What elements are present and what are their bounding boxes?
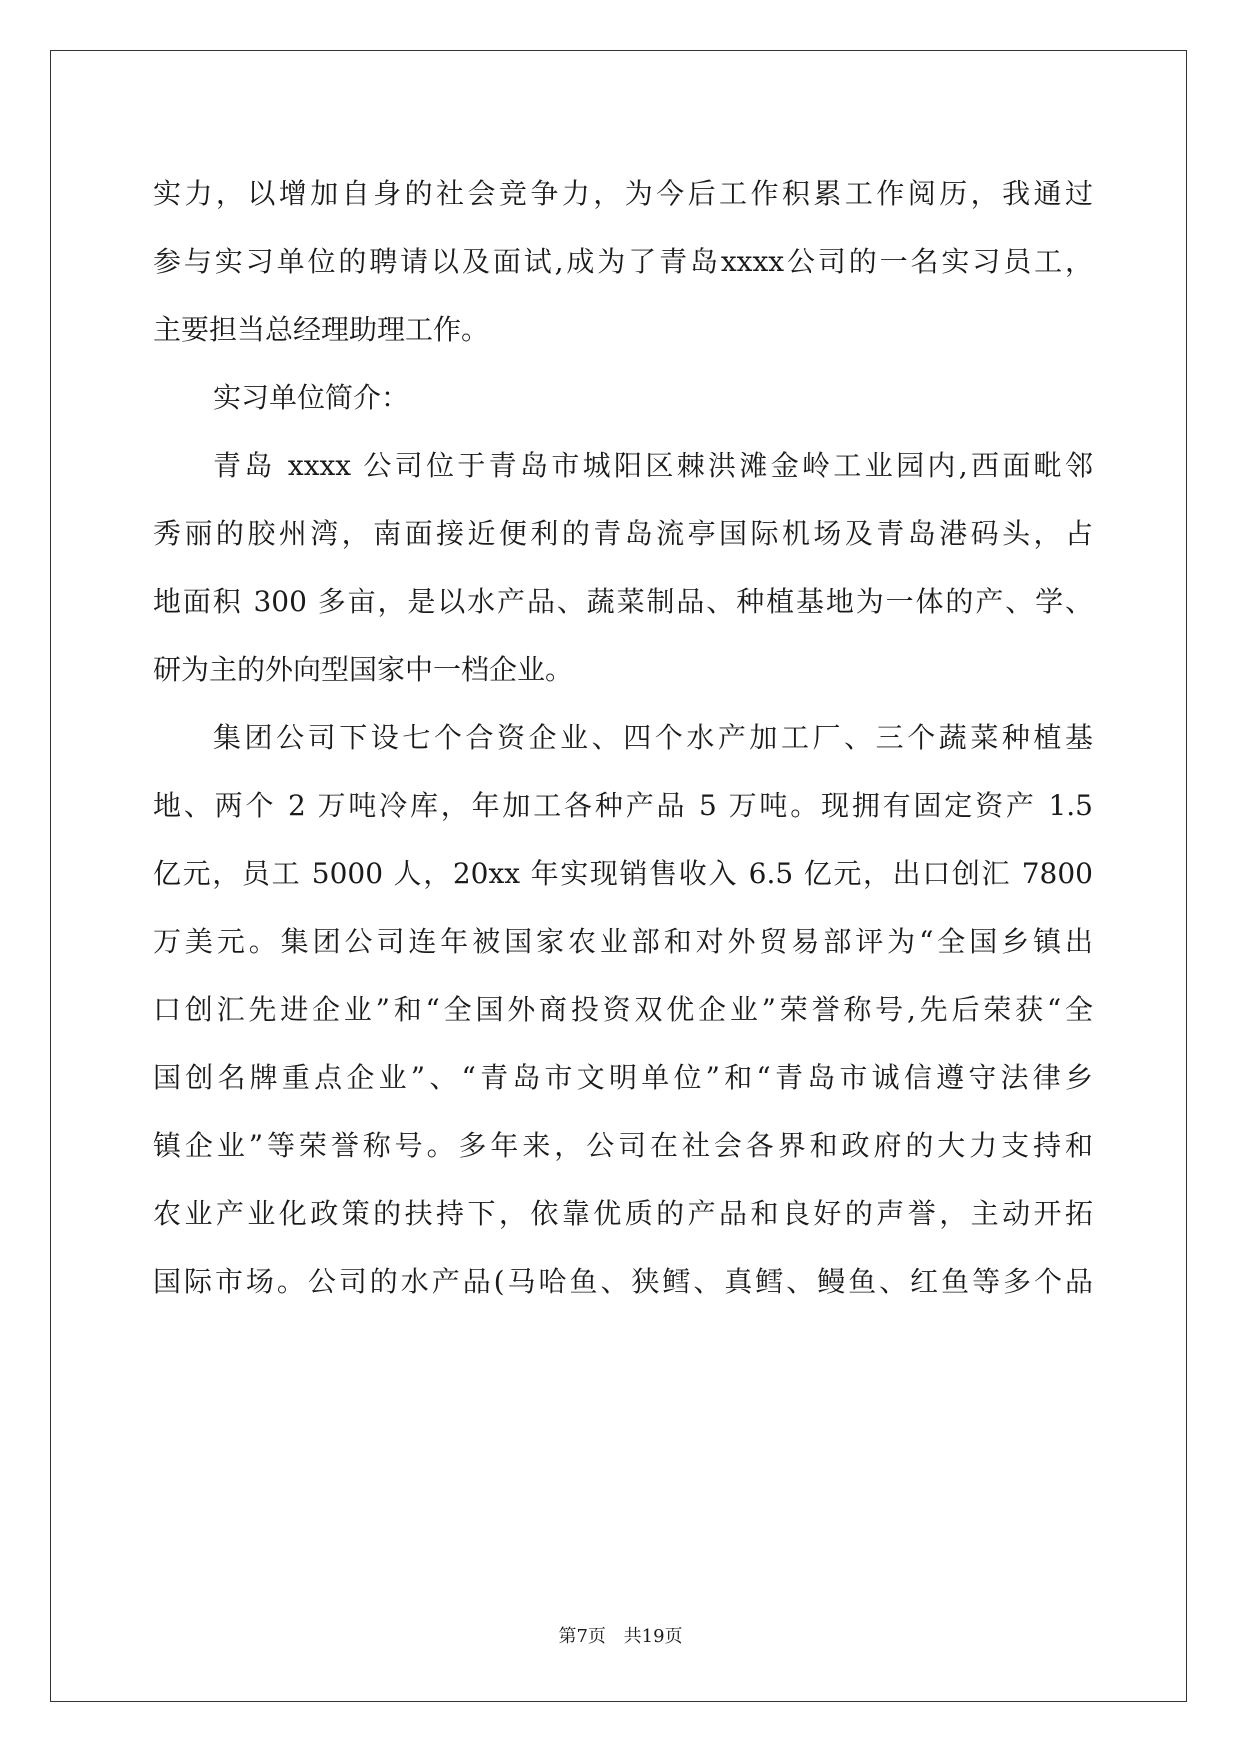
text-line: 农业产业化政策的扶持下，依靠优质的产品和良好的声誉，主动开拓 <box>153 1197 1093 1230</box>
text-line: 秀丽的胶州湾，南面接近便利的青岛流亭国际机场及青岛港码头，占 <box>153 517 1093 550</box>
text-line: 主要担当总经理助理工作。 <box>153 313 490 346</box>
text-line: 万美元。集团公司连年被国家农业部和对外贸易部评为“全国乡镇出 <box>153 925 1093 958</box>
text-line: 地、两个 2 万吨冷库，年加工各种产品 5 万吨。现拥有固定资产 1.5 <box>153 789 1093 822</box>
text-line: 国际市场。公司的水产品(马哈鱼、狭鳕、真鳕、鳗鱼、红鱼等多个品 <box>153 1265 1093 1298</box>
page-footer <box>0 1622 1241 1648</box>
document-body <box>153 160 1093 1316</box>
text-line: 镇企业”等荣誉称号。多年来，公司在社会各界和政府的大力支持和 <box>153 1129 1093 1162</box>
text-line: 参与实习单位的聘请以及面试,成为了青岛xxxx公司的一名实习员工， <box>153 245 1093 278</box>
text-line: 国创名牌重点企业”、“青岛市文明单位”和“青岛市诚信遵守法律乡 <box>153 1061 1093 1094</box>
text-line: 实力，以增加自身的社会竞争力，为今后工作积累工作阅历，我通过 <box>153 177 1093 210</box>
text-line: 口创汇先进企业”和“全国外商投资双优企业”荣誉称号,先后荣获“全 <box>153 993 1093 1026</box>
text-line: 研为主的外向型国家中一档企业。 <box>153 653 574 686</box>
page-number: 第7页 <box>558 1626 606 1647</box>
text-line: 集团公司下设七个合资企业、四个水产加工厂、三个蔬菜种植基 <box>213 721 1093 754</box>
text-line: 青岛 xxxx 公司位于青岛市城阳区棘洪滩金岭工业园内,西面毗邻 <box>213 449 1093 482</box>
section-heading: 实习单位简介： <box>213 381 410 414</box>
text-line: 亿元，员工 5000 人，20xx 年实现销售收入 6.5 亿元，出口创汇 7800 <box>153 857 1093 890</box>
page-total: 共19页 <box>623 1626 683 1647</box>
text-line: 地面积 300 多亩，是以水产品、蔬菜制品、种植基地为一体的产、学、 <box>153 585 1093 618</box>
